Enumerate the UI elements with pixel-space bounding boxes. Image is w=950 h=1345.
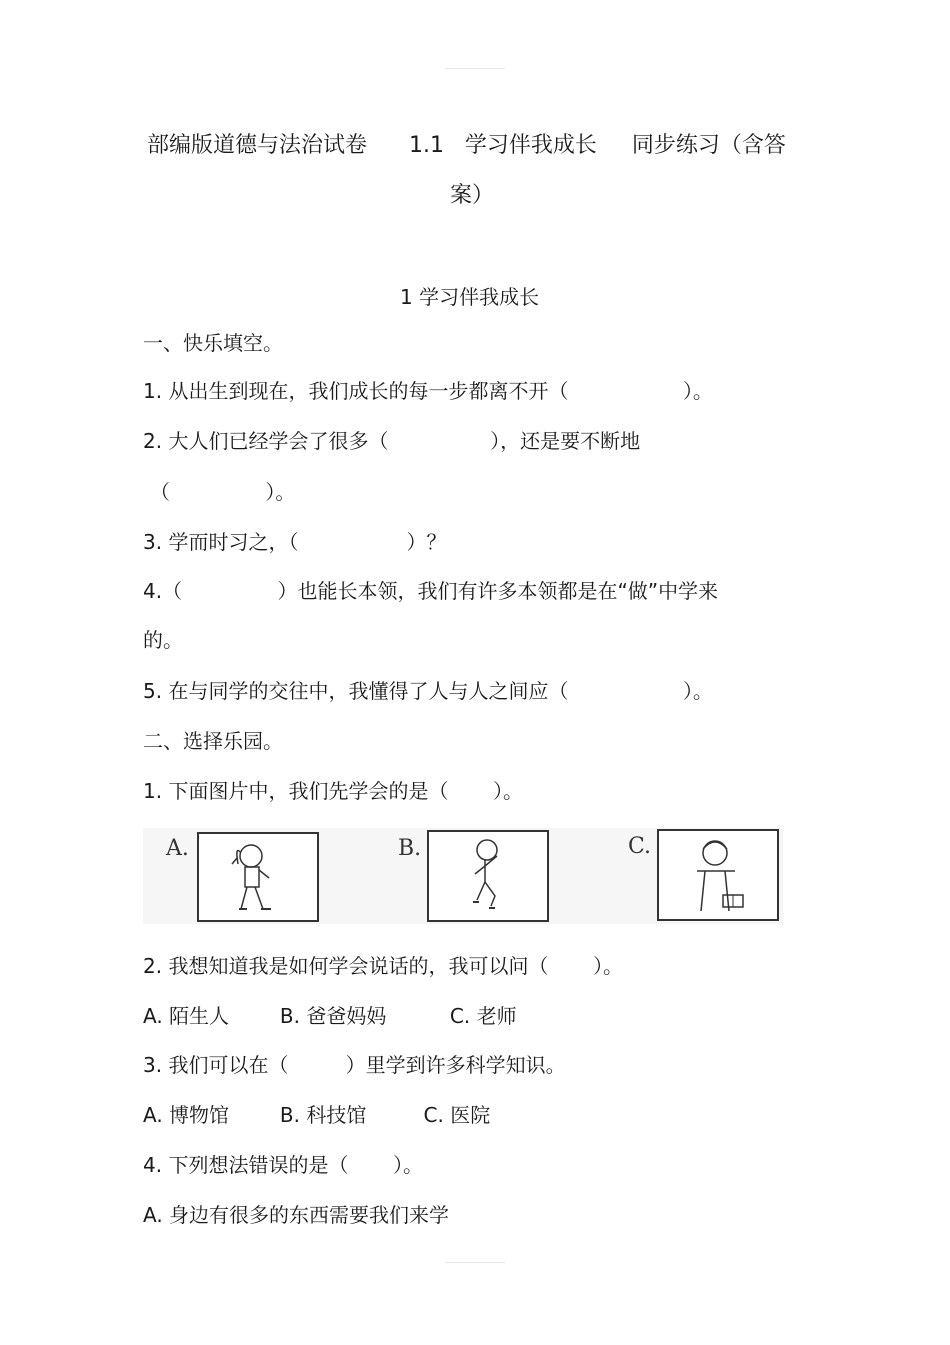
question-2-4: 4. 下列想法错误的是（ ）。 bbox=[143, 1153, 423, 1177]
walking-girl-icon bbox=[199, 834, 317, 920]
question-2-2-options: A. 陌生人 B. 爸爸妈妈 C. 老师 bbox=[143, 1004, 517, 1028]
question-2-3: 3. 我们可以在（ ）里学到许多科学知识。 bbox=[143, 1053, 566, 1077]
doc-title-line2: 案） bbox=[450, 183, 495, 208]
image-label-a: A. bbox=[166, 836, 189, 861]
section2-heading: 二、选择乐园。 bbox=[143, 729, 283, 753]
question-1-3: 3. 学而时习之，（ ）？ bbox=[143, 530, 447, 554]
question-1-1: 1. 从出生到现在，我们成长的每一步都离不开（ ）。 bbox=[143, 379, 713, 403]
question-2-1: 1. 下面图片中，我们先学会的是（ ）。 bbox=[143, 779, 523, 803]
question-1-2: 2. 大人们已经学会了很多（ ），还是要不断地 bbox=[143, 429, 641, 453]
question-2-2: 2. 我想知道我是如何学会说话的，我可以问（ ）。 bbox=[143, 954, 623, 978]
question-2-4-option-a: A. 身边有很多的东西需要我们来学 bbox=[143, 1203, 450, 1227]
image-label-c: C. bbox=[628, 834, 652, 859]
boy-reading-icon bbox=[659, 831, 777, 919]
footer-rule bbox=[445, 1262, 505, 1263]
doc-title-line1: 部编版道德与法治试卷 1.1 学习伴我成长 同步练习（含答 bbox=[147, 133, 786, 158]
lesson-subtitle: 1 学习伴我成长 bbox=[400, 285, 540, 309]
question-2-3-options: A. 博物馆 B. 科技馆 C. 医院 bbox=[143, 1103, 491, 1127]
image-label-b: B. bbox=[398, 836, 422, 861]
question-1-5: 5. 在与同学的交往中，我懂得了人与人之间应（ ）。 bbox=[143, 679, 713, 703]
image-c-boy-reading bbox=[657, 829, 779, 921]
header-rule bbox=[445, 68, 505, 69]
question-1-4: 4.（ ）也能长本领，我们有许多本领都是在“做”中学来 bbox=[143, 579, 719, 603]
image-b-running-boy bbox=[427, 830, 549, 922]
image-a-walking-girl bbox=[197, 832, 319, 922]
question-1-4-cont: 的。 bbox=[143, 628, 183, 652]
question-1-2-cont: （ ）。 bbox=[150, 480, 296, 504]
running-boy-icon bbox=[429, 832, 547, 920]
section1-heading: 一、快乐填空。 bbox=[143, 331, 283, 355]
